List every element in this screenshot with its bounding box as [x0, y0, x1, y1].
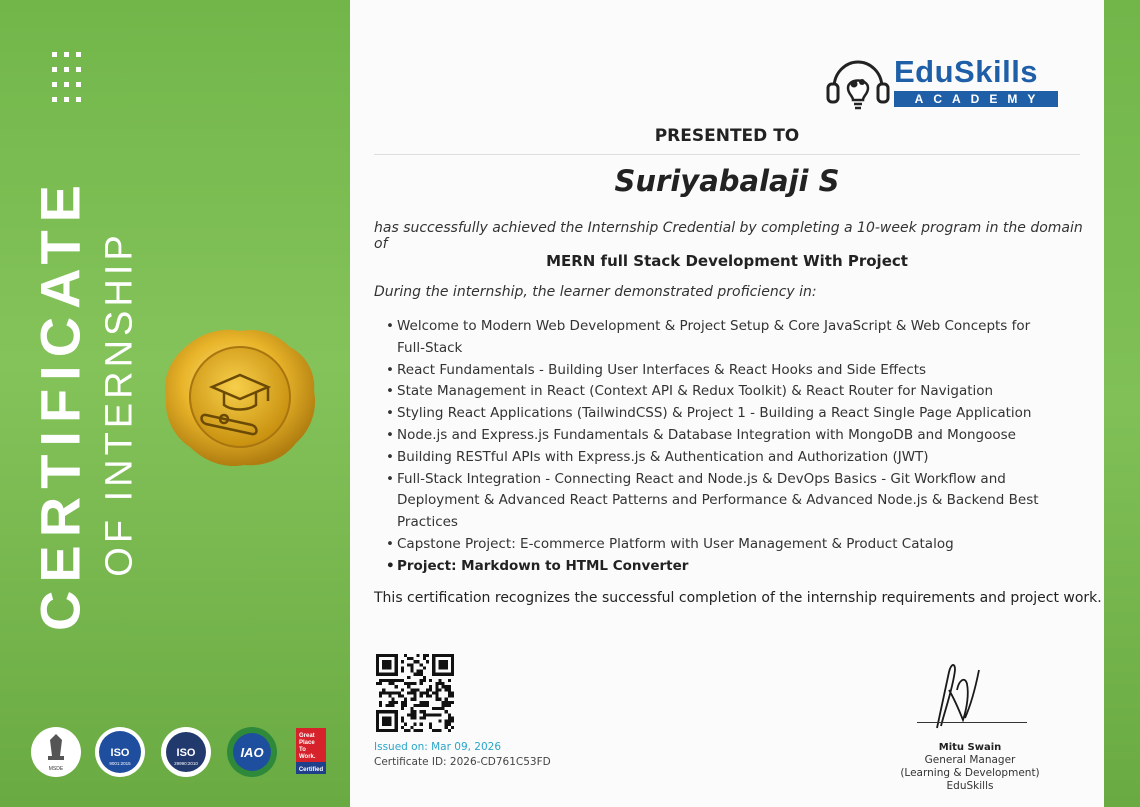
- great-place-to-work-badge: [296, 728, 326, 776]
- svg-text:Place: Place: [299, 740, 315, 746]
- recipient-name: Suriyabalaji S: [614, 164, 840, 198]
- decorative-dot: [64, 82, 69, 87]
- skill-item: • Node.js and Express.js Fundamentals & Database Integration with MongoDB and Mongoose: [386, 425, 1046, 447]
- svg-text:ISO: ISO: [110, 747, 130, 759]
- achievement-statement: has successfully achieved the Internship Credential by completing a 10-week program in the domain of: [374, 220, 1083, 252]
- skill-item: • Capstone Project: E-commerce Platform with User Management & Product Catalog: [386, 534, 1046, 556]
- decorative-dot: [52, 67, 57, 72]
- program-title: MERN full Stack Development With Project: [546, 252, 908, 270]
- certificate-vertical-subtitle: OF INTERNSHIP: [98, 231, 141, 577]
- decorative-dot: [76, 97, 81, 102]
- signatory-organization: EduSkills: [946, 780, 994, 792]
- svg-text:9001:2015: 9001:2015: [109, 761, 131, 766]
- decorative-dot: [64, 67, 69, 72]
- signatory-department: (Learning & Development): [900, 767, 1040, 779]
- decorative-dot: [52, 52, 57, 57]
- verification-qr-code[interactable]: [376, 654, 454, 732]
- proficiency-intro: During the internship, the learner demonstrated proficiency in:: [374, 284, 817, 300]
- certificate-id: Certificate ID: 2026-CD761C53FD: [374, 756, 551, 768]
- project-item: • Project: Markdown to HTML Converter: [386, 556, 1046, 578]
- skill-item: • React Fundamentals - Building User Interfaces & React Hooks and Side Effects: [386, 360, 1046, 382]
- presented-to-label: PRESENTED TO: [654, 126, 800, 146]
- skill-item: • Welcome to Modern Web Development & Project Setup & Core JavaScript & Web Concepts for Full-Stack: [386, 316, 1046, 360]
- skill-item: • State Management in React (Context API & Redux Toolkit) & React Router for Navigation: [386, 381, 1046, 403]
- right-decorative-strip: [1104, 0, 1140, 807]
- skills-list: [386, 316, 1046, 578]
- iso-29990-badge: [160, 726, 212, 778]
- decorative-dot: [64, 97, 69, 102]
- decorative-dot: [76, 82, 81, 87]
- decorative-dot: [64, 52, 69, 57]
- closing-statement: This certification recognizes the successful completion of the internship requirements and project work.: [374, 590, 1102, 606]
- government-emblem-badge: [30, 726, 82, 778]
- svg-text:Work.: Work.: [299, 754, 316, 760]
- decorative-dot: [52, 97, 57, 102]
- signatory-name: Mitu Swain: [938, 742, 1002, 753]
- divider: [374, 154, 1080, 155]
- decorative-dot: [76, 67, 81, 72]
- iso-9001-badge: [94, 726, 146, 778]
- certificate-vertical-title: CERTIFICATE: [28, 176, 92, 632]
- svg-text:ISO: ISO: [176, 747, 196, 759]
- svg-text:Certified: Certified: [298, 767, 324, 773]
- skill-item: • Full-Stack Integration - Connecting React and Node.js & DevOps Basics - Git Workflow and Deployment & Advanced React Patterns and Performance & Advanced Node.js & Backend Best Practices: [386, 469, 1046, 534]
- svg-text:29990:2010: 29990:2010: [174, 761, 198, 766]
- accreditation-badges: [30, 726, 330, 786]
- signatory-title: General Manager: [924, 754, 1016, 766]
- lightbulb-headphones-icon: [826, 58, 890, 112]
- certificate-side-panel: [0, 0, 350, 807]
- decorative-dot-grid: [52, 52, 82, 102]
- svg-text:MSDE: MSDE: [48, 766, 64, 772]
- decorative-dot: [76, 52, 81, 57]
- svg-text:Great: Great: [299, 733, 315, 739]
- issue-date: Issued on: Mar 09, 2026: [374, 741, 502, 753]
- certificate-body: [350, 0, 1104, 807]
- decorative-dot: [52, 82, 57, 87]
- eduskills-logo: [826, 54, 1058, 112]
- svg-text:IAO: IAO: [240, 745, 264, 760]
- skill-item: • Styling React Applications (TailwindCSS) & Project 1 - Building a React Single Page Application: [386, 403, 1046, 425]
- svg-text:To: To: [299, 747, 306, 753]
- brand-name: EduSkills: [894, 54, 1039, 89]
- skill-item: • Building RESTful APIs with Express.js & Authentication and Authorization (JWT): [386, 447, 1046, 469]
- iao-badge: [226, 726, 278, 778]
- brand-tagline: ACADEMY: [894, 91, 1058, 107]
- wax-seal-icon: [160, 325, 320, 470]
- signature-line: [917, 722, 1027, 723]
